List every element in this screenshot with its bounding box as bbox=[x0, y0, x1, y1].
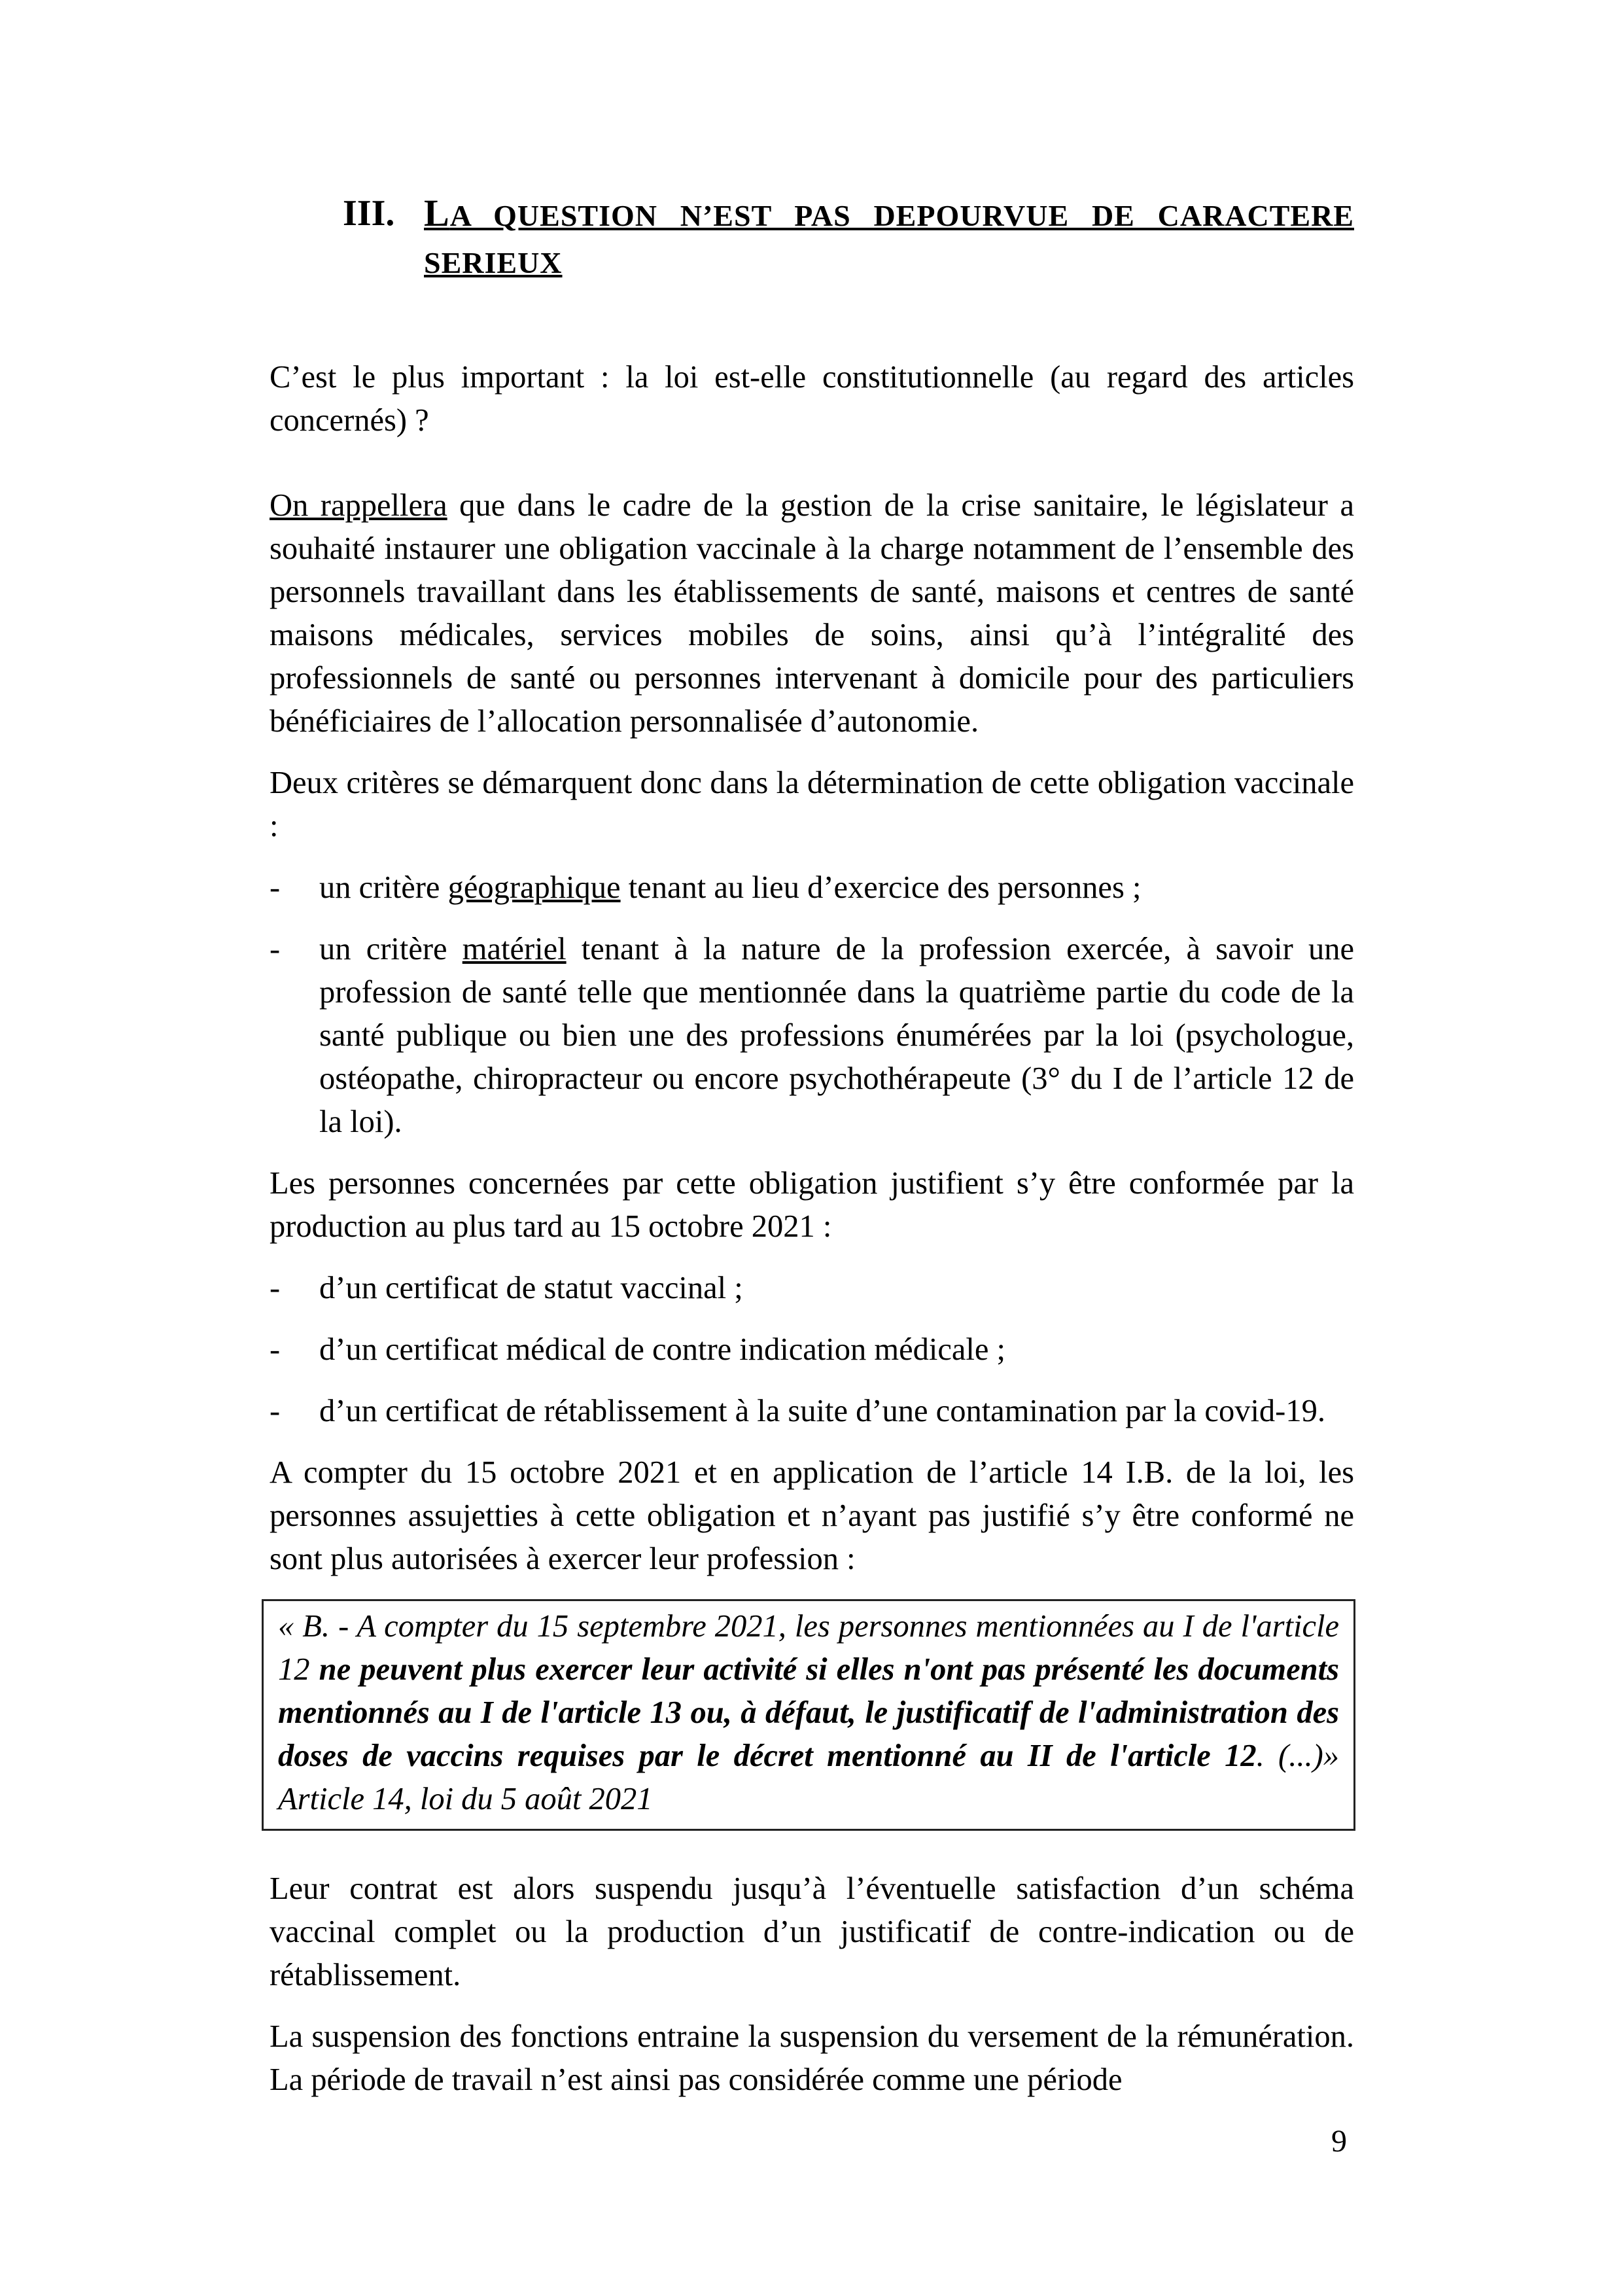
list-item-text: d’un certificat de rétablissement à la suite d’une contamination par la covid-19. bbox=[319, 1394, 1325, 1428]
list-item bbox=[270, 928, 1354, 1144]
section-number: III. bbox=[343, 193, 395, 234]
paragraph-criteria-intro: Deux critères se démarquent donc dans la détermination de cette obligation vaccinale : bbox=[270, 766, 1354, 843]
section-title: LA QUESTION N’EST PAS DEPOURVUE DE CARACTERE SERIEUX bbox=[424, 192, 1354, 279]
list-item bbox=[270, 866, 1354, 910]
page-number: 9 bbox=[1331, 2124, 1347, 2159]
paragraph-article-14: A compter du 15 octobre 2021 et en application de l’article 14 I.B. de la loi, les personnes assujetties à cette obligation et n’ayant pas justifié s’y être conformé ne sont plus autorisées à exercer leur profession : bbox=[270, 1455, 1354, 1576]
list-item-text: d’un certificat de statut vaccinal ; bbox=[319, 1271, 743, 1305]
list-item bbox=[270, 1328, 1354, 1371]
underlined-lead: On rappellera bbox=[270, 488, 447, 523]
list-item-text: un critère géographique tenant au lieu d’exercice des personnes ; bbox=[319, 870, 1142, 905]
list-dash: - bbox=[270, 1332, 281, 1367]
list-dash: - bbox=[270, 1271, 281, 1305]
list-item bbox=[270, 1267, 1354, 1310]
list-item-text: d’un certificat médical de contre indication médicale ; bbox=[319, 1332, 1006, 1367]
quote-bold-text: ne peuvent plus exercer leur activité si elles n'ont pas présenté les documents mentionnés au I de l'article 13 ou, à défaut, le justificatif de l'administration des doses de vaccins requises par le décret mentionné au II de l'article 12 bbox=[278, 1652, 1340, 1773]
list-dash: - bbox=[270, 932, 281, 966]
list-item-text: un critère matériel tenant à la nature de la profession exercée, à savoir une profession de santé telle que mentionnée dans la quatrième partie du code de la santé publique ou bien une des professions énumérées par la loi (psychologue, ostéopathe, chiropracteur ou encore psychothérapeute (3° du I de l’article 12 de la loi). bbox=[319, 932, 1354, 1139]
document-page bbox=[270, 190, 1354, 2120]
list-dash: - bbox=[270, 1394, 281, 1428]
list-dash: - bbox=[270, 870, 281, 905]
paragraph-suspension: Leur contrat est alors suspendu jusqu’à l’éventuelle satisfaction d’un schéma vaccinal complet ou la production d’un justificatif de contre-indication ou de rétablissement. bbox=[270, 1871, 1354, 1992]
paragraph-context: On rappellera que dans le cadre de la gestion de la crise sanitaire, le législateur a souhaité instaurer une obligation vaccinale à la charge notamment de l’ensemble des personnels travaillant dans les établissements de santé, maisons et centres de santé maisons médicales, services mobiles de soins, ainsi qu’à l’intégralité des professionnels de santé ou personnes intervenant à domicile pour des particuliers bénéficiaires de l’allocation personnalisée d’autonomie. bbox=[270, 488, 1354, 739]
intro-paragraph: C’est le plus important : la loi est-elle constitutionnelle (au regard des articles concernés) ? bbox=[270, 360, 1354, 438]
section-heading bbox=[343, 190, 1354, 287]
law-quote-box: « B. - A compter du 15 septembre 2021, les personnes mentionnées au I de l'article 12 ne peuvent plus exercer leur activité si elles n'ont pas présenté les documents mentionnés au I de l'article 13 ou, à défaut, le justificatif de l'administration des doses de vaccins requises par le décret mentionné au II de l'article 12. (...)» Article 14, loi du 5 août 2021 bbox=[262, 1599, 1355, 1831]
paragraph-documents-intro: Les personnes concernées par cette obligation justifient s’y être conformée par la production au plus tard au 15 octobre 2021 : bbox=[270, 1166, 1354, 1244]
list-item bbox=[270, 1390, 1354, 1433]
paragraph-remuneration: La suspension des fonctions entraine la suspension du versement de la rémunération. La période de travail n’est ainsi pas considérée comme une période bbox=[270, 2019, 1354, 2097]
